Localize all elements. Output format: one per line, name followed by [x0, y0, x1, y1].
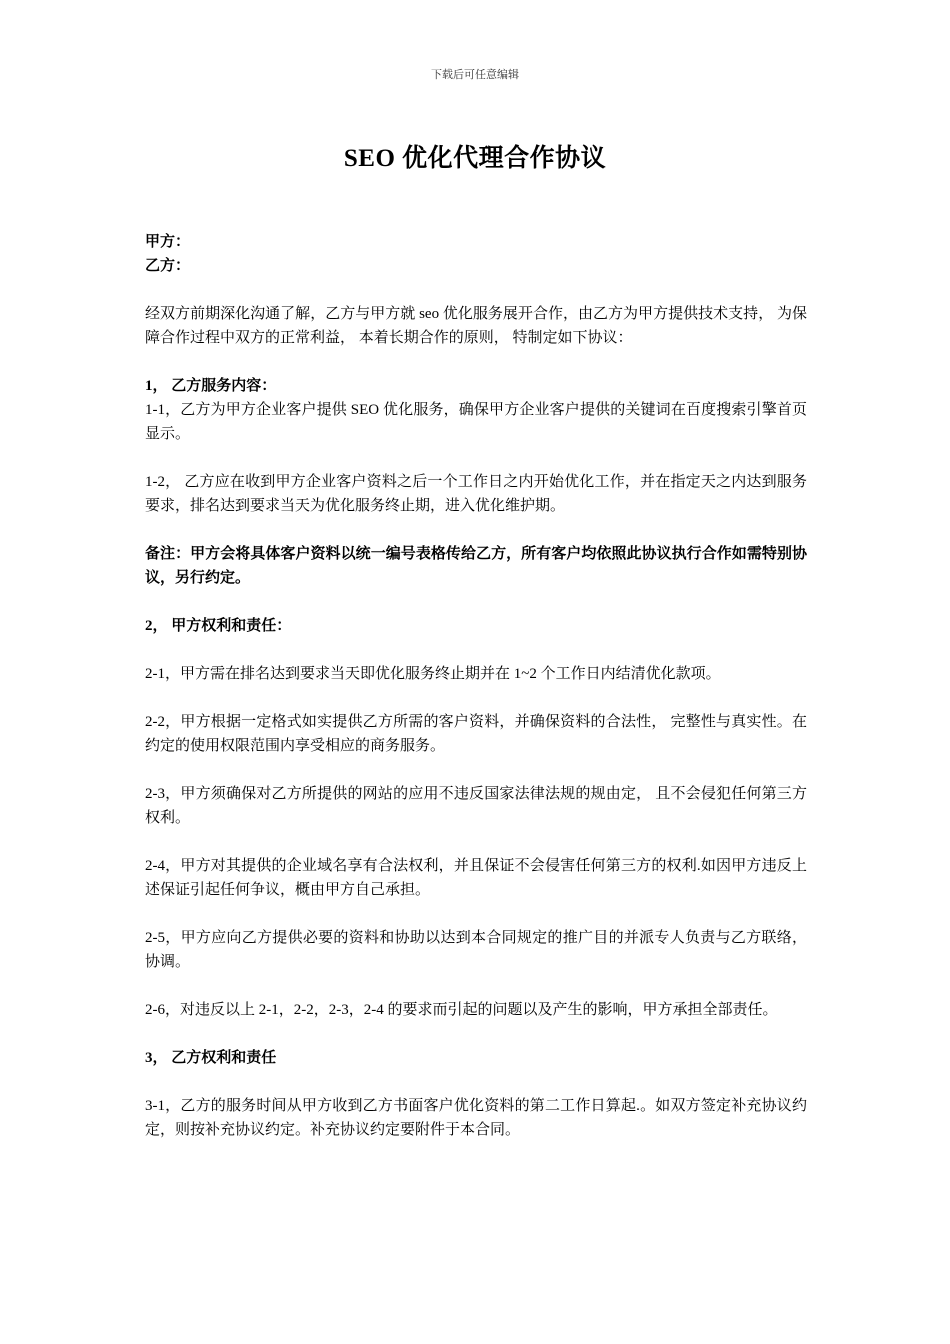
spacer: [145, 446, 807, 470]
clause-1-2: 1-2， 乙方应在收到甲方企业客户资料之后一个工作日之内开始优化工作，并在指定天之内达到服务要求，排名达到要求当天为优化服务终止期，进入优化维护期。: [145, 474, 807, 514]
clause-2-5: 2-5，甲方应向乙方提供必要的资料和协助以达到本合同规定的推广目的并派专人负责与乙方联络，协调。: [145, 930, 807, 970]
clause-3-1: 3-1，乙方的服务时间从甲方收到乙方书面客户优化资料的第二工作日算起.。如双方签定补充协议约定，则按补充协议约定。补充协议约定要附件于本合同。: [145, 1098, 807, 1138]
document-title: SEO 优化代理合作协议: [343, 145, 607, 172]
section-1-heading: 1， 乙方服务内容：: [145, 378, 277, 394]
clause-2-3: 2-3，甲方须确保对乙方所提供的网站的应用不违反国家法律法规的规由定， 且不会侵犯任何第三方权利。: [145, 786, 807, 826]
party-b-label: 乙方：: [145, 258, 191, 274]
clause-2-6: 2-6，对违反以上 2-1，2-2，2-3，2-4 的要求而引起的问题以及产生的影响，甲方承担全部责任。: [145, 1002, 778, 1018]
document-body: [145, 230, 807, 1142]
party-a-label: 甲方：: [145, 234, 191, 250]
spacer: [145, 638, 807, 662]
spacer: [145, 902, 807, 926]
spacer: [145, 830, 807, 854]
page-header-note: 下载后可任意编辑: [431, 69, 519, 81]
clause-2-4: 2-4，甲方对其提供的企业域名享有合法权利，并且保证不会侵害任何第三方的权利.如因甲方违反上述保证引起任何争议，概由甲方自己承担。: [145, 858, 807, 898]
clause-2-2: 2-2，甲方根据一定格式如实提供乙方所需的客户资料，并确保资料的合法性， 完整性与真实性。在约定的使用权限范围内享受相应的商务服务。: [145, 714, 807, 754]
section-3-heading: 3， 乙方权利和责任: [145, 1050, 277, 1066]
clause-2-1: 2-1，甲方需在排名达到要求当天即优化服务终止期并在 1~2 个工作日内结清优化款项。: [145, 666, 721, 682]
spacer: [145, 278, 807, 302]
spacer: [145, 590, 807, 614]
section-1-note: 备注：甲方会将具体客户资料以统一编号表格传给乙方，所有客户均依照此协议执行合作如需特别协议，另行约定。: [145, 546, 807, 586]
spacer: [145, 518, 807, 542]
intro-paragraph: 经双方前期深化沟通了解，乙方与甲方就 seo 优化服务展开合作，由乙方为甲方提供技术支持， 为保障合作过程中双方的正常利益， 本着长期合作的原则， 特制定如下协议：: [145, 306, 807, 346]
spacer: [145, 1070, 807, 1094]
spacer: [145, 758, 807, 782]
spacer: [145, 686, 807, 710]
spacer: [145, 350, 807, 374]
section-2-heading: 2， 甲方权利和责任：: [145, 618, 292, 634]
spacer: [145, 974, 807, 998]
spacer: [145, 1022, 807, 1046]
clause-1-1: 1-1，乙方为甲方企业客户提供 SEO 优化服务，确保甲方企业客户提供的关键词在百度搜索引擎首页显示。: [145, 402, 807, 442]
